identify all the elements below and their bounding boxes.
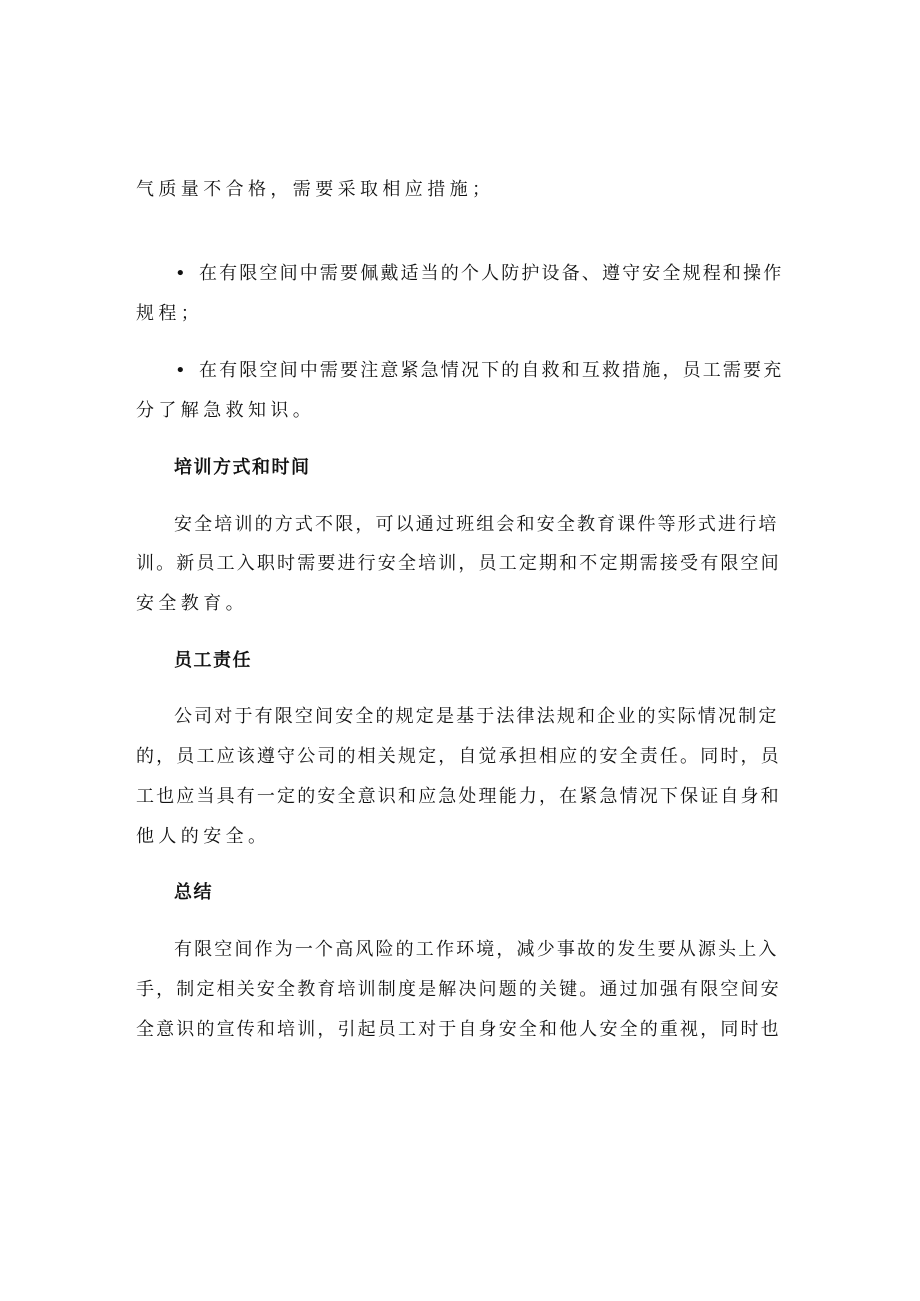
- bullet-1-line-1: 在有限空间中需要佩戴适当的个人防护设备、遵守安全规程和操作: [199, 263, 784, 284]
- section-heading-responsibility: 员工责任: [174, 650, 252, 671]
- responsibility-line-4: 他人的安全。: [136, 826, 271, 847]
- bullet-2-line-1: 在有限空间中需要注意紧急情况下的自救和互救措施，员工需要充: [199, 360, 784, 381]
- bullet-marker: •: [175, 263, 186, 284]
- training-line-2: 训。新员工入职时需要进行安全培训，员工定期和不定期需接受有限空间: [136, 553, 781, 574]
- summary-line-2: 手，制定相关安全教育培训制度是解决问题的关键。通过加强有限空间安: [136, 979, 781, 1000]
- summary-line-1: 有限空间作为一个高风险的工作环境，减少事故的发生要从源头上入: [174, 939, 779, 960]
- responsibility-line-3: 工也应当具有一定的安全意识和应急处理能力，在紧急情况下保证自身和: [136, 786, 781, 807]
- bullet-marker: •: [175, 360, 186, 381]
- continuation-line: 气质量不合格，需要采取相应措施；: [136, 179, 495, 200]
- bullet-2-line-2: 分了解急救知识。: [136, 400, 316, 421]
- bullet-1-line-2: 规程；: [136, 303, 204, 324]
- responsibility-line-1: 公司对于有限空间安全的规定是基于法律法规和企业的实际情况制定: [174, 706, 779, 727]
- responsibility-line-2: 的，员工应该遵守公司的相关规定，自觉承担相应的安全责任。同时，员: [136, 746, 781, 767]
- section-heading-training: 培训方式和时间: [174, 457, 311, 478]
- training-line-1: 安全培训的方式不限，可以通过班组会和安全教育课件等形式进行培: [174, 514, 779, 535]
- section-heading-summary: 总结: [174, 882, 213, 903]
- training-line-3: 安全教育。: [136, 593, 248, 614]
- summary-line-3: 全意识的宣传和培训，引起员工对于自身安全和他人安全的重视，同时也: [136, 1019, 781, 1040]
